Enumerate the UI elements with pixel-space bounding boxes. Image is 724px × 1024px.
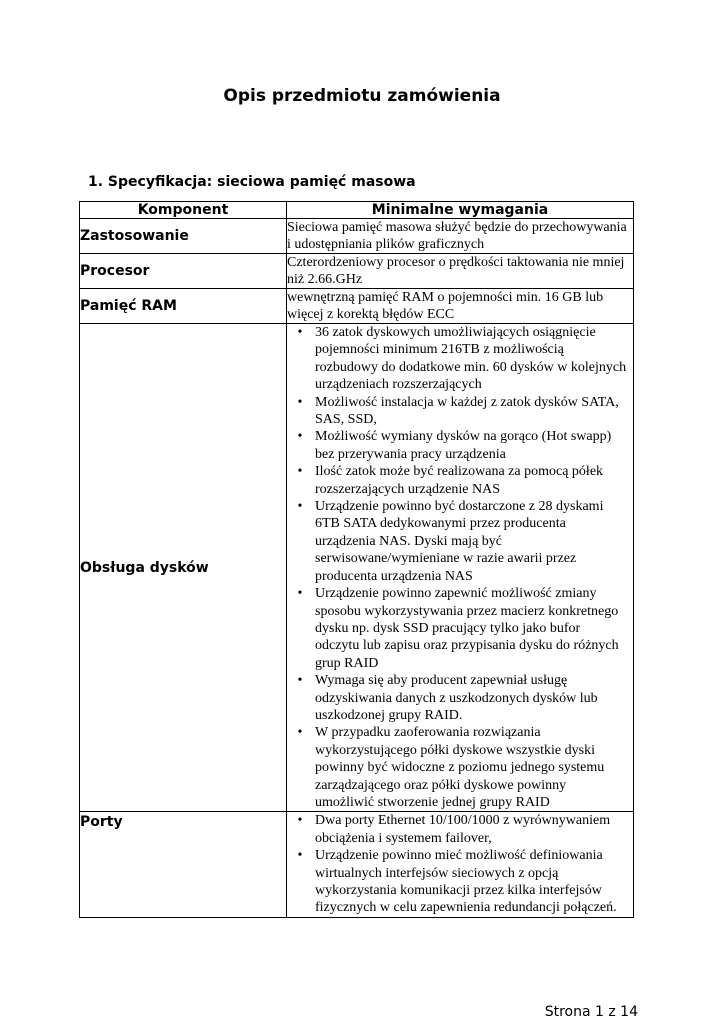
bullet-icon: •	[297, 673, 303, 689]
bullet-icon: •	[297, 848, 303, 864]
requirement-cell	[287, 324, 634, 812]
header-requirements: Minimalne wymagania	[287, 202, 634, 219]
list-item-text: Możliwość instalacja w każdej z zatok dysków SATA, SAS, SSD,	[315, 394, 619, 428]
list-item	[287, 324, 633, 394]
list-item-text: Urządzenie powinno zapewnić możliwość zmiany sposobu wykorzystywania przez macierz konkretnego dysku np. dysk SSD pracujący tylko jako bufor odczytu lub zapisu oraz przypisania dysku do różnych grup RAID	[315, 586, 619, 671]
bullet-icon: •	[297, 499, 303, 515]
component-cell: Pamięć RAM	[80, 289, 287, 324]
table-header-row	[80, 202, 634, 219]
table-row	[80, 289, 634, 324]
table-row	[80, 219, 634, 254]
bullet-icon: •	[297, 394, 303, 410]
table-row	[80, 812, 634, 917]
list-item-text: Ilość zatok może być realizowana za pomocą półek rozszerzających urządzenie NAS	[315, 464, 604, 497]
list-item-text: Urządzenie powinno mieć możliwość definiowania wirtualnych interfejsów sieciowych z opcją wykorzystania komunikacji przez kilka interfejsów fizycznych w celu zapewnienia redundancji połączeń.	[315, 848, 617, 916]
requirement-cell: Czterordzeniowy procesor o prędkości taktowania nie mniej niż 2.66.GHz	[287, 254, 634, 289]
list-item	[287, 498, 633, 585]
requirement-cell: wewnętrzną pamięć RAM o pojemności min. 16 GB lub więcej z korektą błędów ECC	[287, 289, 634, 324]
list-item	[287, 724, 633, 811]
specification-table	[79, 201, 634, 918]
table-row	[80, 324, 634, 812]
list-item	[287, 812, 633, 847]
list-item-text: Urządzenie powinno być dostarczone z 28 dyskami 6TB SATA dedykowanymi przez producenta urządzenia NAS. Dyski mają być serwisowane/wymieniane w razie awarii przez producenta urządzenia NAS	[315, 499, 604, 584]
list-item-text: Dwa porty Ethernet 10/100/1000 z wyrównywaniem obciążenia i systemem failover,	[315, 813, 611, 846]
list-item-text: W przypadku zaoferowania rozwiązania wykorzystującego półki dyskowe wszystkie dyski powinny być widoczne z poziomu jednego systemu zarządzającego oraz półki dyskowe powinny umożliwić stworzenie jednej grupy RAID	[315, 725, 605, 810]
table-row	[80, 254, 634, 289]
requirement-list	[287, 324, 633, 811]
requirement-cell	[287, 812, 634, 917]
list-item-text: Możliwość wymiany dysków na gorąco (Hot swapp) bez przerywania pracy urządzenia	[315, 429, 612, 462]
component-cell: Obsługa dysków	[80, 324, 287, 812]
list-item	[287, 672, 633, 724]
bullet-icon: •	[297, 586, 303, 602]
list-item	[287, 463, 633, 498]
section-heading: 1. Specyfikacja: sieciowa pamięć masowa	[88, 174, 416, 190]
bullet-icon: •	[297, 429, 303, 445]
list-item	[287, 847, 633, 917]
header-component: Komponent	[80, 202, 287, 219]
requirement-list	[287, 812, 633, 916]
list-item-text: 36 zatok dyskowych umożliwiających osiągnięcie pojemności minimum 216TB z możliwością rozbudowy do dodatkowe min. 60 dysków w kolejnych urządzeniach rozszerzających	[315, 325, 627, 393]
list-item	[287, 428, 633, 463]
list-item	[287, 394, 633, 429]
component-cell: Zastosowanie	[80, 219, 287, 254]
component-cell: Porty	[80, 812, 287, 917]
requirement-cell: Sieciowa pamięć masowa służyć będzie do przechowywania i udostępniania plików graficznych	[287, 219, 634, 254]
bullet-icon: •	[297, 725, 303, 741]
list-item	[287, 585, 633, 672]
list-item-text: Wymaga się aby producent zapewniał usługę odzyskiwania danych z uszkodzonych dysków lub uszkodzonej grupy RAID.	[315, 673, 598, 723]
document-title: Opis przedmiotu zamówienia	[223, 86, 501, 106]
bullet-icon: •	[297, 325, 303, 340]
page-number: Strona 1 z 14	[544, 1004, 638, 1020]
component-cell: Procesor	[80, 254, 287, 289]
bullet-icon: •	[297, 464, 303, 480]
bullet-icon: •	[297, 813, 303, 829]
